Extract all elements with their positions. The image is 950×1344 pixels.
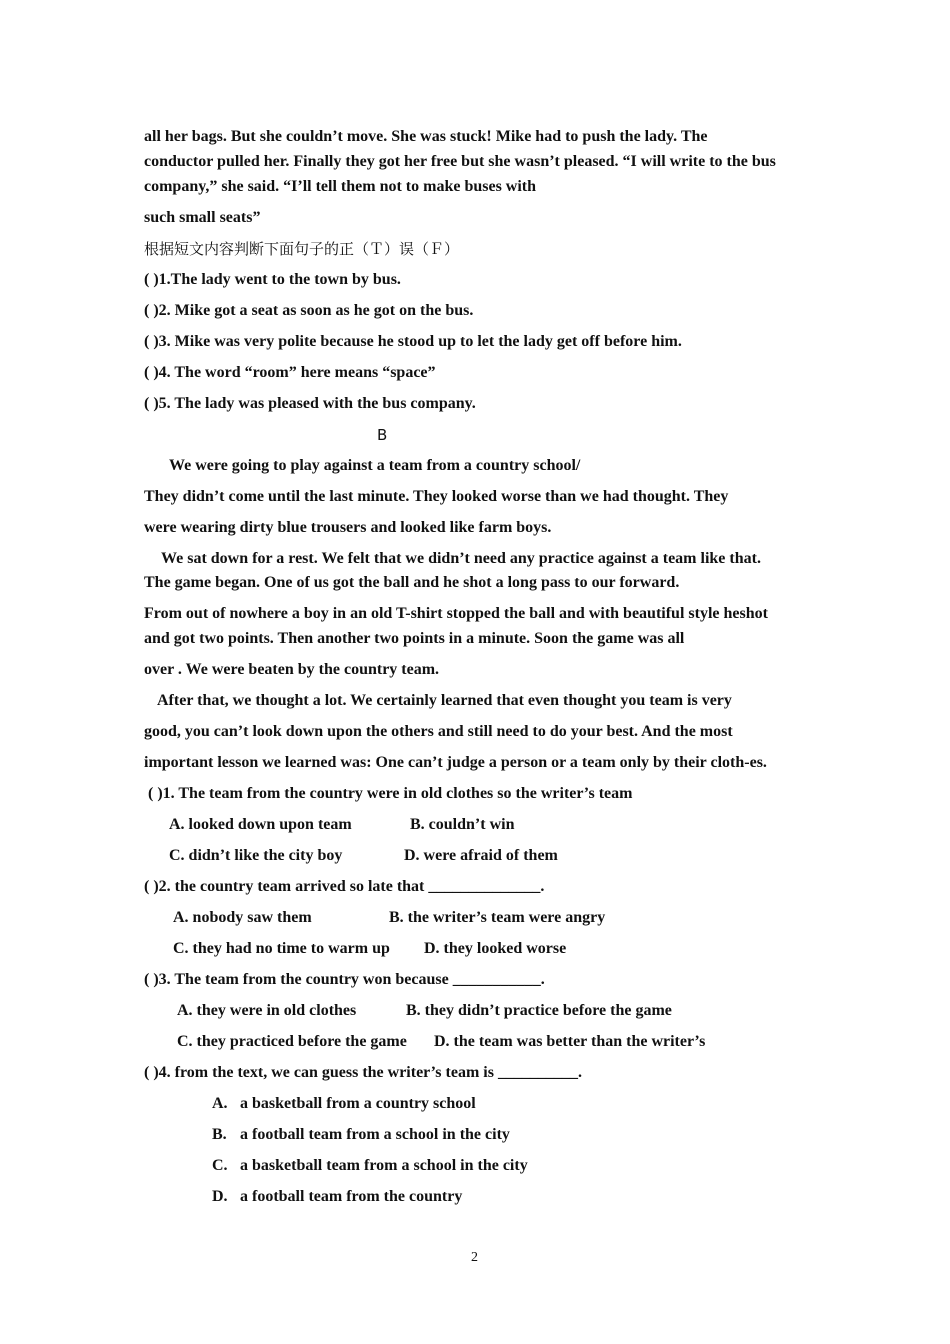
mc-question-4-option-c-letter: C. [212,1157,228,1174]
mc-question-1-stem: ( )1. The team from the country were in old clothes so the writer’s team [148,785,633,802]
tf-question-1: ( )1.The lady went to the town by bus. [144,271,401,288]
passage-b-line-9: After that, we thought a lot. We certainly learned that even thought you team is very [157,692,732,709]
mc-question-3-option-c: C. they practiced before the game [177,1033,407,1050]
tf-question-4: ( )4. The word “room” here means “space” [144,364,436,381]
mc-question-2-option-a: A. nobody saw them [173,909,312,926]
mc-question-4-option-a-letter: A. [212,1095,228,1112]
passage-b-line-2: They didn’t come until the last minute. They looked worse than we had thought. They [144,488,729,505]
mc-question-3-option-b: B. they didn’t practice before the game [406,1002,672,1019]
mc-question-2-option-d: D. they looked worse [424,940,567,957]
tf-instruction: 根据短文内容判断下面句子的正（Ｔ）误（Ｆ） [144,240,460,258]
passage-b-line-10: good, you can’t look down upon the others and still need to do your best. And the most [144,723,733,740]
passage-b-line-4: We sat down for a rest. We felt that we didn’t need any practice against a team like that. [161,550,761,567]
passage-a-line-3: company,” she said. “I’ll tell them not to make buses with [144,178,537,195]
mc-question-4-option-d-letter: D. [212,1188,228,1205]
passage-a-line-1: all her bags. But she couldn’t move. She was stuck! Mike had to push the lady. The [144,128,708,145]
mc-question-2-stem: ( )2. the country team arrived so late that ______________. [144,878,545,895]
mc-question-4-option-b-letter: B. [212,1126,227,1143]
mc-question-4-option-b: a football team from a school in the city [240,1126,510,1143]
passage-a-line-4: such small seats” [144,209,261,226]
mc-question-4-option-c: a basketball team from a school in the city [240,1157,528,1174]
mc-question-4-stem: ( )4. from the text, we can guess the writer’s team is __________. [144,1064,582,1081]
mc-question-3-option-a: A. they were in old clothes [177,1002,357,1019]
passage-b-line-1: We were going to play against a team from a country school/ [169,457,581,474]
mc-question-1-option-c: C. didn’t like the city boy [169,847,343,864]
mc-question-3-option-d: D. the team was better than the writer’s [434,1033,706,1050]
mc-question-1-option-d: D. were afraid of them [404,847,558,864]
page-number: 2 [471,1250,478,1265]
tf-question-5: ( )5. The lady was pleased with the bus company. [144,395,476,412]
mc-question-2-option-b: B. the writer’s team were angry [389,909,606,926]
mc-question-3-stem: ( )3. The team from the country won because ___________. [144,971,545,988]
section-heading-b: B [377,426,388,444]
mc-question-4-option-a: a basketball from a country school [240,1095,476,1112]
passage-b-line-3: were wearing dirty blue trousers and looked like farm boys. [144,519,552,536]
tf-question-2: ( )2. Mike got a seat as soon as he got on the bus. [144,302,474,319]
passage-b-line-11: important lesson we learned was: One can’t judge a person or a team only by their cloth-es. [144,754,767,771]
passage-b-line-5: The game began. One of us got the ball and he shot a long pass to our forward. [144,574,680,591]
mc-question-2-option-c: C. they had no time to warm up [173,940,390,957]
passage-a-line-2: conductor pulled her. Finally they got her free but she wasn’t pleased. “I will write to the bus [144,153,776,170]
mc-question-1-option-b: B. couldn’t win [410,816,515,833]
passage-b-line-6: From out of nowhere a boy in an old T-shirt stopped the ball and with beautiful style heshot [144,605,768,622]
passage-b-line-7: and got two points. Then another two points in a minute. Soon the game was all [144,630,685,647]
mc-question-1-option-a: A. looked down upon team [169,816,352,833]
tf-question-3: ( )3. Mike was very polite because he stood up to let the lady get off before him. [144,333,682,350]
mc-question-4-option-d: a football team from the country [240,1188,463,1205]
passage-b-line-8: over . We were beaten by the country team. [144,661,440,678]
